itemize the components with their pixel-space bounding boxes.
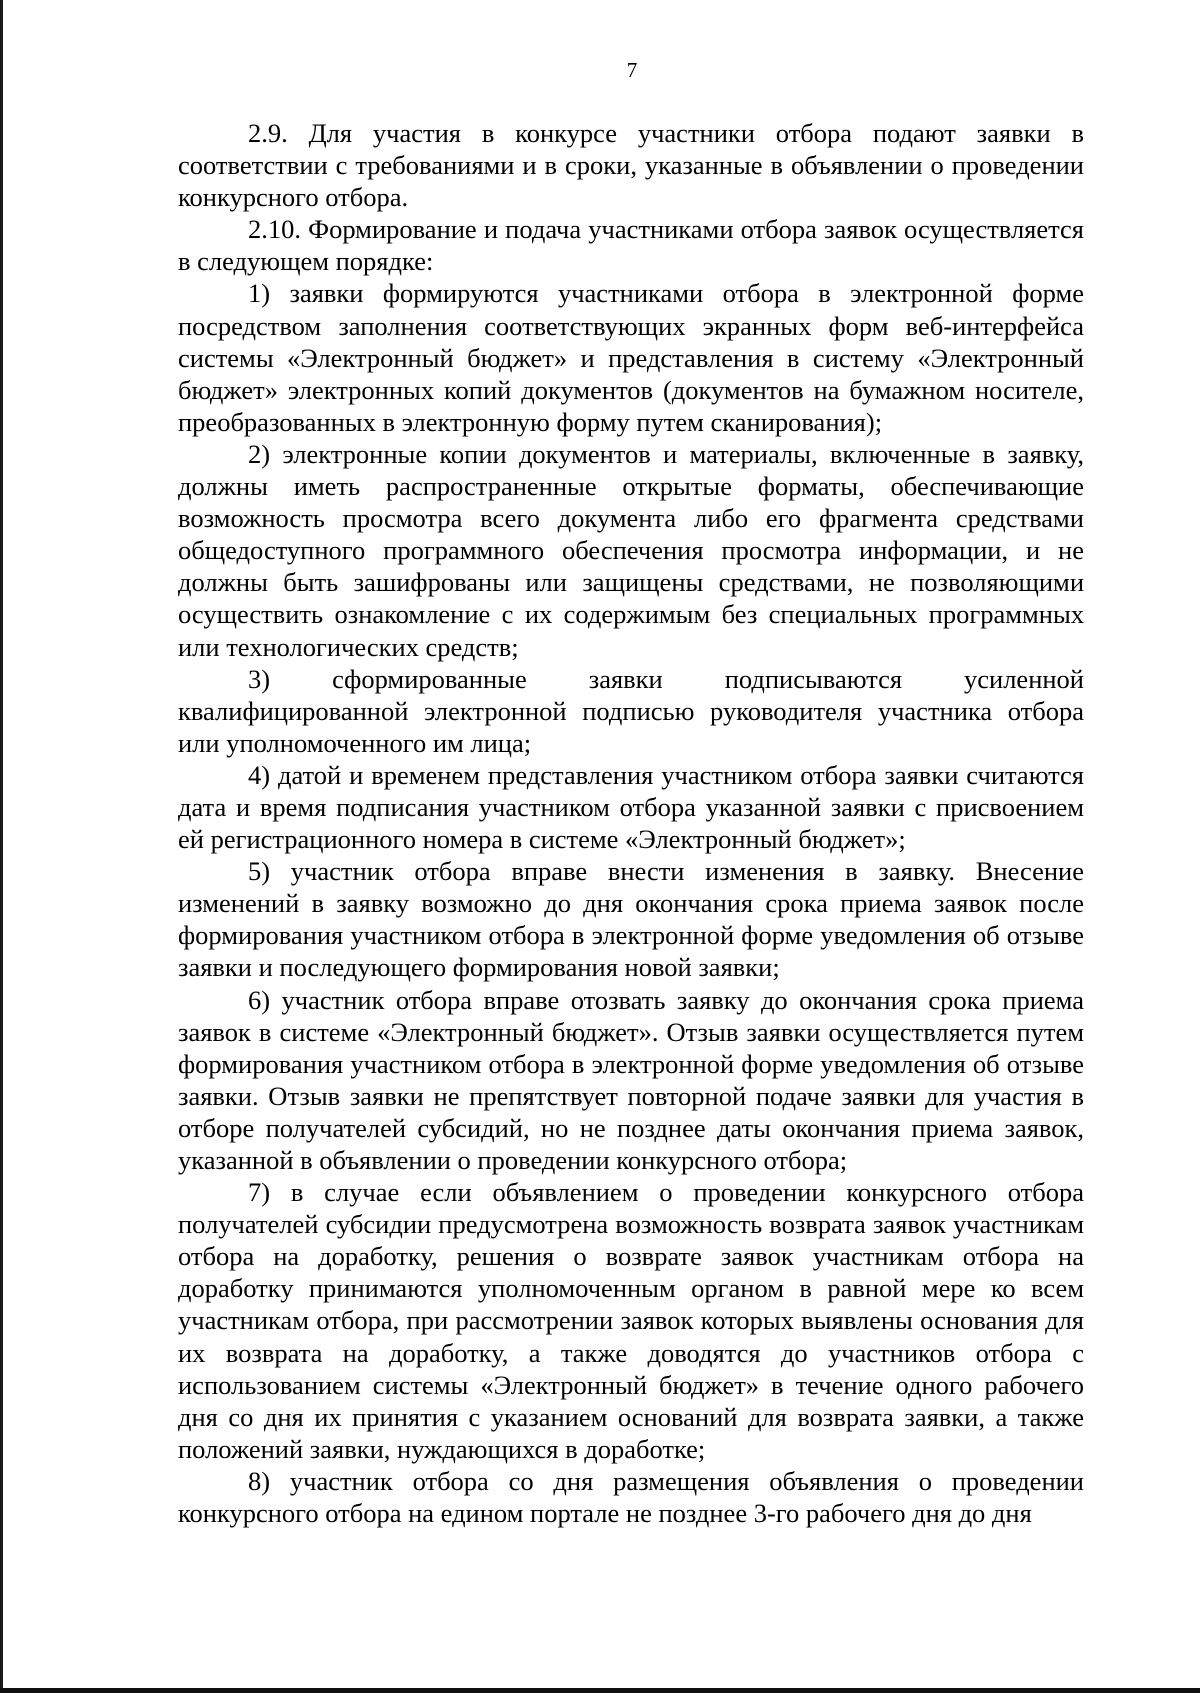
list-item-5: 5) участник отбора вправе внести изменения в заявку. Внесение изменений в заявку возможно до дня окончания срока приема заявок после формирования участником отбора в электронной форме уведомления об отзыве заявки и последующего формирования новой заявки;: [178, 856, 1084, 983]
paragraph-2-10: 2.10. Формирование и подача участниками отбора заявок осуществляется в следующем порядке:: [178, 214, 1084, 277]
list-item-1: 1) заявки формируются участниками отбора в электронной форме посредством заполнения соответствующих экранных форм веб-интерфейса системы «Электронный бюджет» и представления в систему «Электронный бюджет» электронных копий документов (документов на бумажном носителе, преобразованных в электронную форму путем сканирования);: [178, 278, 1084, 437]
paragraph-2-9: 2.9. Для участия в конкурсе участники отбора подают заявки в соответствии с требованиями и в сроки, указанные в объявлении о проведении конкурсного отбора.: [178, 118, 1084, 213]
list-item-7: 7) в случае если объявлением о проведении конкурсного отбора получателей субсидии предусмотрена возможность возврата заявок участникам отбора на доработку, решения о возврате заявок участникам отбора на доработку принимаются уполномоченным органом в равной мере ко всем участникам отбора, при рассмотрении заявок которых выявлены основания для их возврата на доработку, а также доводятся до участников отбора с использованием системы «Электронный бюджет» в течение одного рабочего дня со дня их принятия с указанием оснований для возврата заявки, а также положений заявки, нуждающихся в доработке;: [178, 1177, 1084, 1464]
list-item-2: 2) электронные копии документов и материалы, включенные в заявку, должны иметь распространенные открытые форматы, обеспечивающие возможность просмотра всего документа либо его фрагмента средствами общедоступного программного обеспечения просмотра информации, и не должны быть зашифрованы или защищены средствами, не позволяющими осуществить ознакомление с их содержимым без специальных программных или технологических средств;: [178, 438, 1084, 662]
scan-edge-left: [0, 0, 3, 1693]
list-item-3: 3) сформированные заявки подписываются усиленной квалифицированной электронной подписью руководителя участника отбора или уполномоченного им лица;: [178, 663, 1084, 758]
list-item-4: 4) датой и временем представления участником отбора заявки считаются дата и время подписания участником отбора указанной заявки с присвоением ей регистрационного номера в системе «Электронный бюджет»;: [178, 759, 1084, 855]
scan-edge-bottom: [0, 1688, 1200, 1693]
document-body: [178, 117, 1084, 1529]
list-item-6: 6) участник отбора вправе отозвать заявку до окончания срока приема заявок в системе «Электронный бюджет». Отзыв заявки осуществляется путем формирования участником отбора в электронной форме уведомления об отзыве заявки. Отзыв заявки не препятствует повторной подаче заявки для участия в отборе получателей субсидий, но не позднее даты окончания приема заявок, указанной в объявлении о проведении конкурсного отбора;: [178, 984, 1084, 1175]
page-number: 7: [626, 58, 638, 82]
list-item-8: 8) участник отбора со дня размещения объявления о проведении конкурсного отбора на едином портале не позднее 3-го рабочего дня до дня: [178, 1465, 1084, 1529]
